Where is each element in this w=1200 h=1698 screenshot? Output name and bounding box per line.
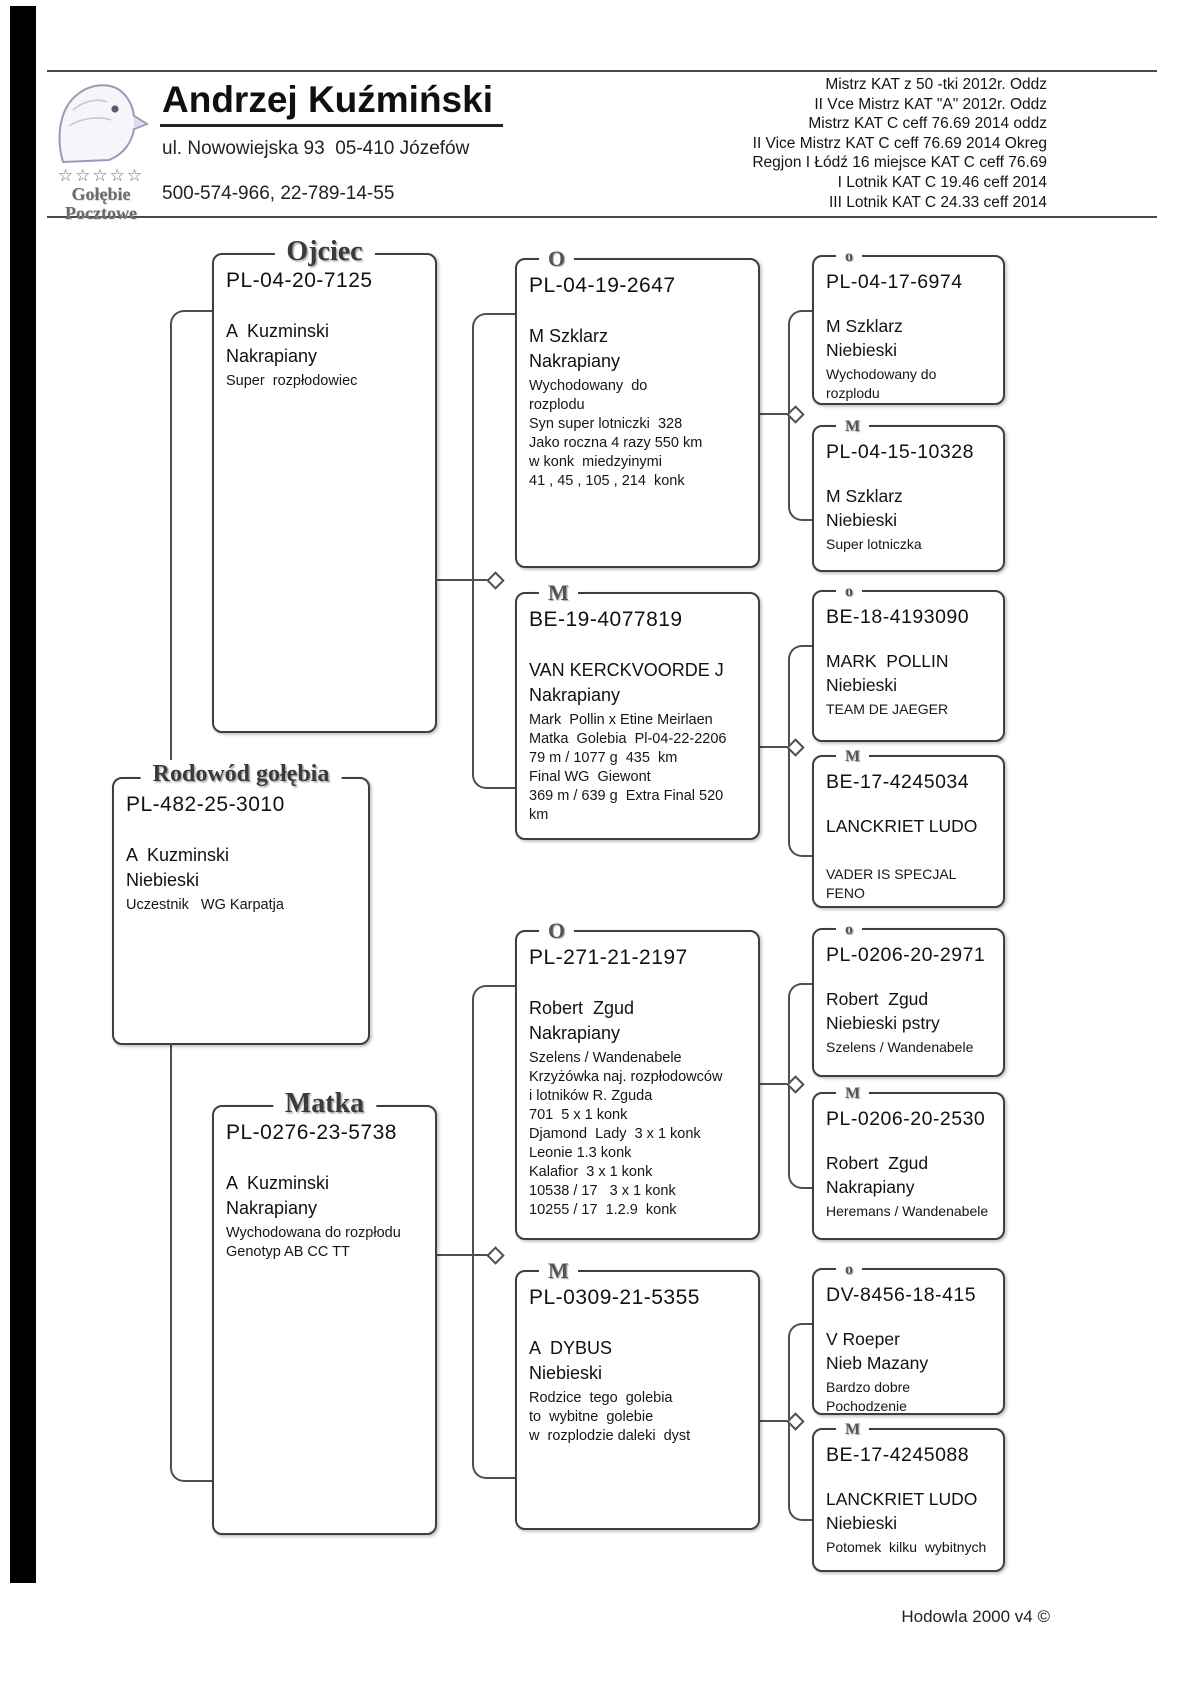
notes: VADER IS SPECJAL FENO [826, 866, 960, 901]
sex-label: o [836, 247, 862, 266]
color-line: Nakrapiany [529, 351, 621, 371]
pedigree-box-gen3-1 [812, 418, 1005, 572]
color-line: Niebieski [826, 340, 897, 360]
logo-stars: ☆☆☆☆☆ [57, 166, 145, 185]
owner-name: LANCKRIET LUDO [826, 1489, 978, 1509]
pedigree-box-gen2-0 [515, 246, 760, 568]
header-top-rule [47, 70, 1157, 72]
sex-label: M [836, 1420, 869, 1439]
software-credit: Hodowla 2000 v4 © [901, 1607, 1050, 1626]
notes: Wychodowana do rozpłodu Genotyp AB CC TT [226, 1225, 401, 1260]
connector-stub-father [437, 579, 492, 581]
ring-number: PL-04-20-7125 [226, 269, 373, 292]
ring-number: PL-04-17-6974 [826, 271, 963, 293]
pedigree-box-gen2-1 [515, 580, 760, 840]
sex-label: o [836, 1260, 862, 1279]
pedigree-box-gen3-6 [812, 1261, 1005, 1415]
ring-number: PL-0309-21-5355 [529, 1286, 700, 1309]
ring-number: BE-17-4245088 [826, 1444, 970, 1466]
owner-name: Robert Zgud [826, 1153, 929, 1173]
notes: Super lotniczka [826, 536, 922, 552]
notes: Szelens / Wandenabele [826, 1039, 974, 1055]
owner-name: Robert Zgud [529, 998, 635, 1018]
sex-label: o [836, 920, 862, 939]
logo-text-line2: Pocztowe [65, 203, 137, 223]
ring-number: DV-8456-18-415 [826, 1284, 977, 1306]
logo-text-line1: Gołębie [71, 184, 131, 204]
subject-label: Rodowód gołębia [141, 760, 342, 788]
owner-name: A Kuzminski [126, 845, 230, 865]
ring-number: PL-0276-23-5738 [226, 1121, 397, 1144]
notes: Heremans / Wandenabele [826, 1203, 989, 1219]
notes: TEAM DE JAEGER [826, 701, 949, 717]
pedigree-box-gen2-2 [515, 918, 760, 1240]
father-label: Ojciec [274, 236, 374, 268]
color-line: Nakrapiany [529, 685, 621, 705]
notes: Uczestnik WG Karpatja [126, 897, 284, 913]
sex-label: o [836, 582, 862, 601]
color-line: Niebieski pstry [826, 1013, 940, 1033]
notes: Wychodowany do rozplodu [826, 366, 941, 401]
owner-name: Robert Zgud [826, 989, 929, 1009]
connector-stub-mother [437, 1254, 492, 1256]
sex-label: O [539, 246, 574, 271]
pedigree-box-gen3-4 [812, 921, 1005, 1077]
owner-name: M Szklarz [826, 486, 903, 506]
sex-label: M [539, 1258, 578, 1283]
achievements-list: Mistrz KAT z 50 -tki 2012r. Oddz II Vce Mistrz KAT "A" 2012r. Oddz Mistrz KAT C ceff 76.69 2014 oddz II Vice Mistrz KAT C ceff 76.69 2014 Okreg Regjon I Łódź 16 miejsce KAT C ceff 76.69 I Lotnik KAT C 19.46 ceff 2014 III Lotnik KAT C 24.33 ceff 2014 [752, 76, 1047, 211]
ring-number: BE-17-4245034 [826, 771, 970, 793]
pedigree-box-gen3-3 [812, 748, 1005, 908]
owner-name: VAN KERCKVOORDE J [529, 660, 724, 680]
owner-name: M Szklarz [529, 326, 609, 346]
ring-number: BE-18-4193090 [826, 606, 970, 628]
color-line [826, 838, 991, 862]
mother-label: Matka [273, 1088, 376, 1120]
color-line: Niebieski [826, 675, 897, 695]
connector-father-parents [472, 313, 517, 789]
sex-label: M [836, 1084, 869, 1103]
owner-name: V Roeper [826, 1329, 900, 1349]
pedigree-box-father [212, 236, 437, 733]
owner-name: MARK POLLIN [826, 651, 949, 671]
pedigree-box-gen2-3 [515, 1258, 760, 1530]
notes: Rodzice tego golebia to wybitne golebie w rozplodzie daleki dyst [529, 1390, 691, 1444]
left-black-bar [10, 6, 36, 1583]
connector-mother-parents [472, 985, 517, 1479]
color-line: Niebieski [529, 1363, 603, 1383]
sex-label: M [836, 417, 869, 436]
pedigree-box-gen3-2 [812, 583, 1005, 742]
color-line: Nieb Mazany [826, 1353, 929, 1373]
owner-name: A Kuzminski [226, 321, 330, 341]
pedigree-box-gen3-7 [812, 1421, 1005, 1572]
breeder-name: Andrzej Kuźmiński [160, 78, 503, 127]
sex-label: O [539, 918, 574, 943]
notes: Potomek kilku wybitnych [826, 1539, 987, 1555]
pedigree-box-subject [112, 761, 370, 1045]
breeder-phone: 500-574-966, 22-789-14-55 [162, 183, 395, 204]
owner-name: LANCKRIET LUDO [826, 816, 978, 836]
notes: Bardzo dobre Pochodzenie [826, 1379, 914, 1414]
ring-number: PL-04-19-2647 [529, 274, 676, 297]
color-line: Nakrapiany [226, 1198, 318, 1218]
color-line: Nakrapiany [529, 1023, 621, 1043]
club-logo [46, 76, 156, 223]
pedigree-box-mother [212, 1088, 437, 1535]
ring-number: BE-19-4077819 [529, 608, 683, 631]
sex-label: M [539, 580, 578, 605]
breeder-address: ul. Nowowiejska 93 05-410 Józefów [162, 138, 470, 159]
ring-number: PL-0206-20-2530 [826, 1108, 986, 1130]
owner-name: M Szklarz [826, 316, 903, 336]
header-bottom-rule [47, 216, 1157, 218]
color-line: Nakrapiany [226, 346, 318, 366]
sex-label: M [836, 747, 869, 766]
ring-number: PL-271-21-2197 [529, 946, 688, 969]
ring-number: PL-0206-20-2971 [826, 944, 986, 966]
notes: Mark Pollin x Etine Meirlaen Matka Golebia Pl-04-22-2206 79 m / 1077 g 435 km Final WG Giewont 369 m / 639 g Extra Final 520 km [529, 712, 727, 823]
notes: Super rozpłodowiec [226, 373, 358, 389]
color-line: Niebieski [826, 510, 897, 530]
owner-name: A Kuzminski [226, 1173, 330, 1193]
color-line: Niebieski [826, 1513, 897, 1533]
notes: Wychodowany do rozplodu Syn super lotniczki 328 Jako roczna 4 razy 550 km w konk miedzyinymi 41 , 45 , 105 , 214 konk [529, 378, 703, 489]
ring-number: PL-04-15-10328 [826, 441, 974, 463]
color-line: Nakrapiany [826, 1177, 915, 1197]
owner-name: A DYBUS [529, 1338, 613, 1358]
ring-number: PL-482-25-3010 [126, 793, 285, 816]
color-line: Niebieski [126, 870, 200, 890]
pedigree-box-gen3-0 [812, 248, 1005, 405]
notes: Szelens / Wandenabele Krzyżówka naj. rozpłodowców i lotników R. Zguda 701 5 x 1 konk Djamond Lady 3 x 1 konk Leonie 1.3 konk Kalafior 3 x 1 konk 10538 / 17 3 x 1 konk 10255 / 17 1.2.9 konk [529, 1050, 723, 1218]
pedigree-box-gen3-5 [812, 1085, 1005, 1240]
